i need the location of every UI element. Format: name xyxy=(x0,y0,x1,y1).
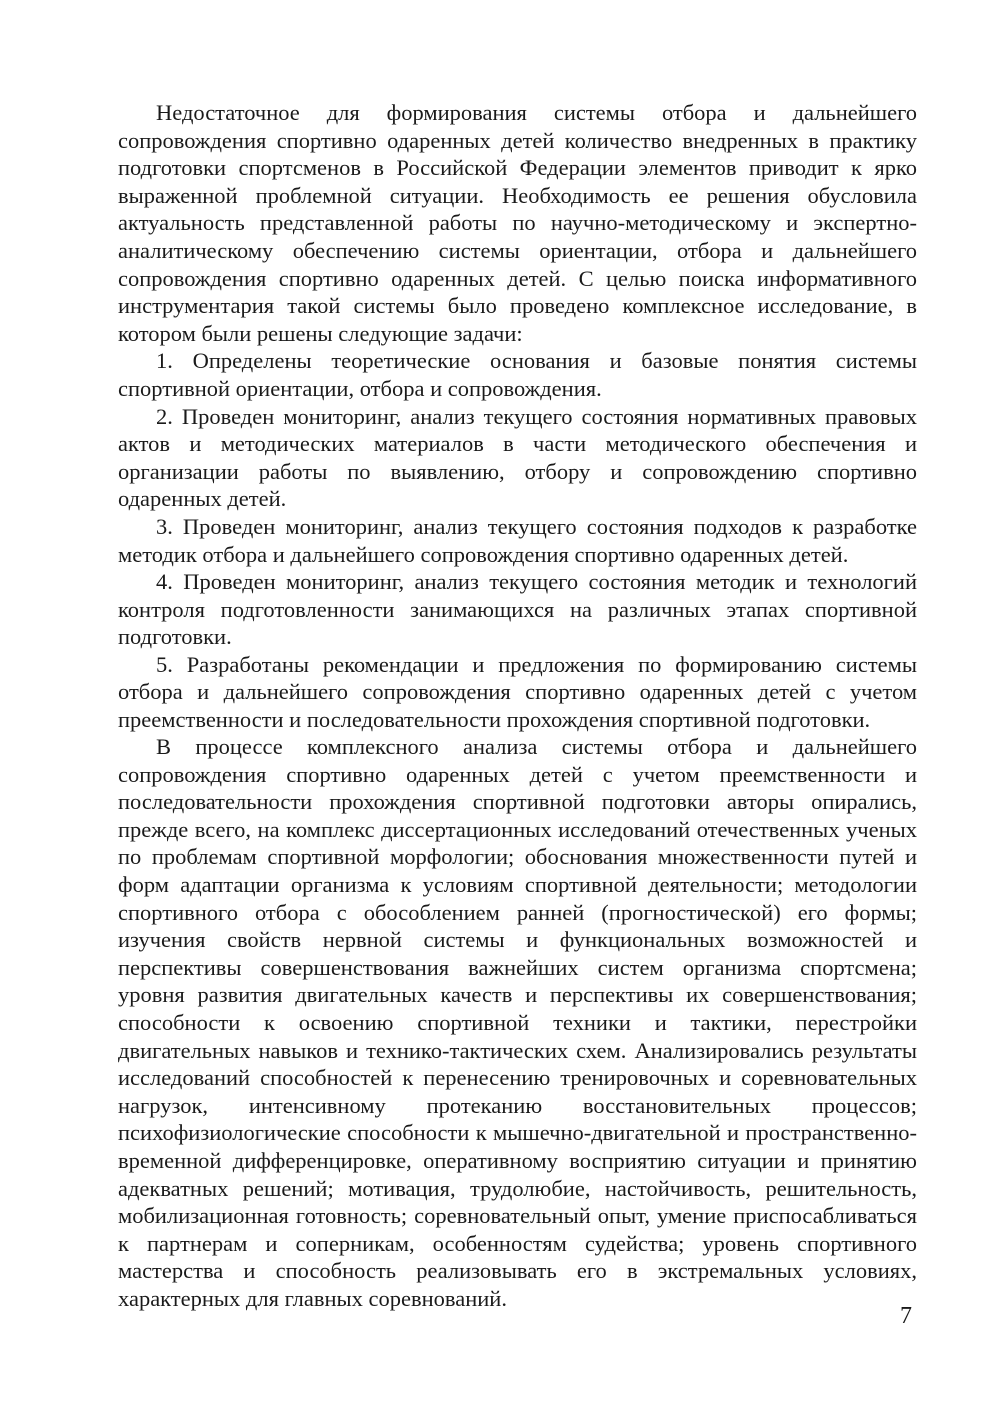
task-item-3: 3. Проведен мониторинг, анализ текущего состояния подходов к разработке методик отбора и дальнейшего сопровождения спортивно одаренных детей. xyxy=(118,513,917,567)
analysis-paragraph: В процессе комплексного анализа системы отбора и дальнейшего сопровождения спортивно одаренных детей с учетом преемственности и последовательности прохождения спортивной подготовки авторы опирались, прежде всего, на комплекс диссертационных исследований отечественных ученых по проблемам спортивной морфологии; обоснования множественности путей и форм адаптации организма к условиям спортивной деятельности; методологии спортивного отбора с обособлением ранней (прогностической) его формы; изучения свойств нервной системы и функциональных возможностей и перспективы совершенствования важнейших систем организма спортсмена; уровня развития двигательных качеств и перспективы их совершенствования; способности к освоению спортивной техники и тактики, перестройки двигательных навыков и технико-тактических схем. Анализировались результаты исследований способностей к перенесению тренировочных и соревновательных нагрузок, интенсивному протеканию восстановительных процессов; психофизиологические способности к мышечно-двигательной и пространственно-временной дифференцировке, оперативному восприятию ситуации и принятию адекватных решений; мотивация, трудолюбие, настойчивость, решительность, мобилизационная готовность; соревновательный опыт, умение приспосабливаться к партнерам и соперникам, особенностям судейства; уровень спортивного мастерства и способность реализовывать его в экстремальных условиях, характерных для главных соревнований. xyxy=(118,734,917,1311)
intro-section xyxy=(118,99,917,734)
task-item-2: 2. Проведен мониторинг, анализ текущего состояния нормативных правовых актов и методических материалов в части методического обеспечения и организации работы по выявлению, отбору и сопровождению спортивно одаренных детей. xyxy=(118,403,917,512)
task-item-4: 4. Проведен мониторинг, анализ текущего состояния методик и технологий контроля подготовленности занимающихся на различных этапах спортивной подготовки. xyxy=(118,569,917,650)
page-number: 7 xyxy=(900,1303,912,1329)
intro-paragraph: Недостаточное для формирования системы отбора и дальнейшего сопровождения спортивно одаренных детей количество внедренных в практику подготовки спортсменов в Российской Федерации элементов приводит к ярко выраженной проблемной ситуации. Необходимость ее решения обусловила актуальность представленной работы по научно-методическому и экспертно-аналитическому обеспечению системы ориентации, отбора и дальнейшего сопровождения спортивно одаренных детей. С целью поиска информативного инструментария такой системы было проведено комплексное исследование, в котором были решены следующие задачи: xyxy=(118,100,917,346)
analysis-section xyxy=(118,733,917,1312)
task-item-1: 1. Определены теоретические основания и базовые понятия системы спортивной ориентации, отбора и сопровождения. xyxy=(118,348,917,401)
task-item-5: 5. Разработаны рекомендации и предложения по формированию системы отбора и дальнейшего сопровождения спортивно одаренных детей с учетом преемственности и последовательности прохождения спортивной подготовки. xyxy=(118,651,917,733)
